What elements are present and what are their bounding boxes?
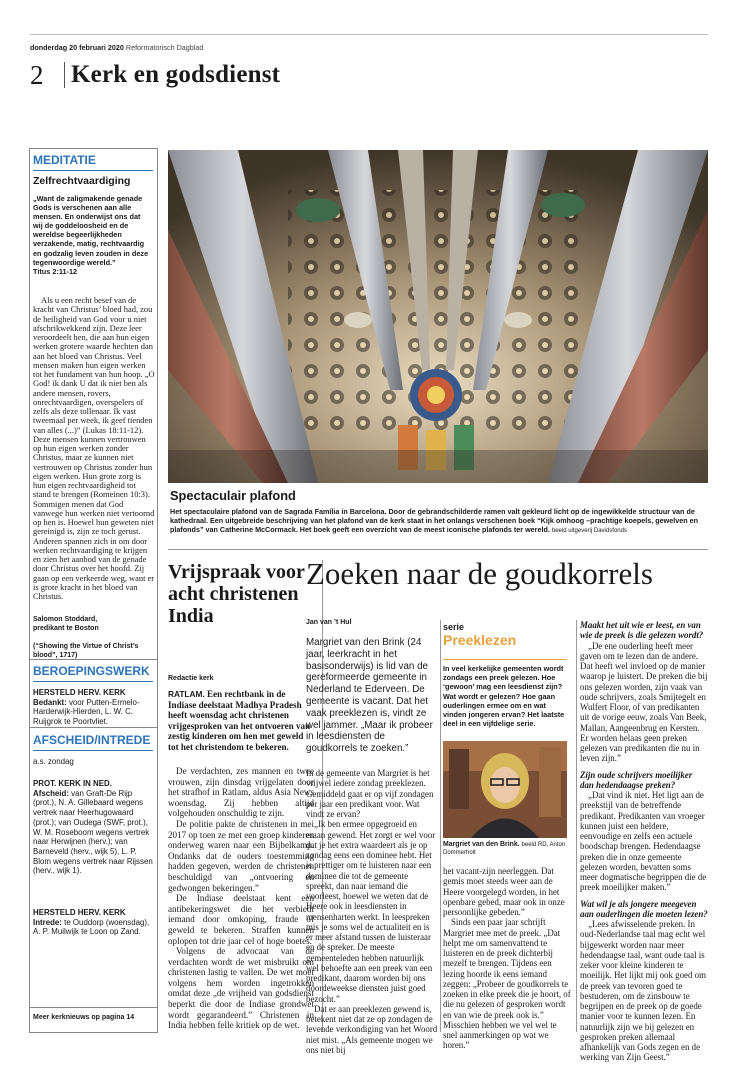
beroepingswerk-text: HERSTELD HERV. KERK Bedankt: voor Putten-Ermelo-Harderwijk-Hierden, L. W. C. Ruijgrok te Poortvliet. bbox=[33, 688, 140, 726]
meditatie-source: (“Showing the Virtue of Christ’s blood”, 1717) bbox=[33, 643, 139, 659]
goud-paragraph: Sinds een paar jaar schrijft Margriet mee met de preek. „Dat helpt me om samenvattend te luisteren en de preek dichterbij mezelf te brengen. Tijdens een lezing hoorde ik eens iemand zeggen: „Probeer de goudkorrels te zoeken in elke preek die je hoort, of die nu gelezen of gesproken wordt en van wie de preek ook is.” Misschien hebben we vel wel te snel aanmerkingen op wat we horen.” bbox=[443, 917, 571, 1051]
meditatie-quote-ref: Titus 2:11-12 bbox=[33, 266, 78, 276]
photo-credit: beeld uitgeverij Davidsfonds bbox=[551, 528, 627, 535]
goud-column-1 bbox=[306, 768, 438, 1055]
beroepingswerk-label: BEROEPINGSWERK bbox=[33, 664, 150, 678]
goud-answer: „Dat vind ik niet. Het ligt aan de preekstijl van de betreffende predikant. Predikanten van vroeger kunnen juist een heldere, eenvoudige en zelfs een actuele boodschap brengen. Hedendaagse preken die in onze gemeente gelezen worden, bevatten soms meer dogmatische begrippen die de preek moeilijker maken.” bbox=[580, 790, 707, 893]
goud-paragraph: In de gemeente van Margriet is het vrijwel iedere zondag preeklezen. Gemiddeld gaat er op vijf zondagen per jaar een predikant voor. Wat vindt ze ervan? bbox=[306, 768, 434, 819]
serie-name: Preeklezen bbox=[443, 632, 517, 648]
india-paragraph: Volgens de advocaat van de verdachten wordt de wet misbruikt om christenen lastig te vallen. De wet moet volgens hem worden ingetrokken omdat deze „de vrijheid van godsdienst beperkt die door de Indiase grondwet wordt gegarandeerd.” Christenen in India hebben felle kritiek op de wet. bbox=[168, 946, 314, 1031]
section-title: Kerk en godsdienst bbox=[71, 61, 281, 88]
india-body bbox=[168, 766, 314, 1031]
goud-question: Maakt het uit wie er leest, en van wie de preek is die gelezen wordt? bbox=[580, 620, 704, 641]
afscheid-box bbox=[33, 733, 153, 937]
afscheid-text1: PROT. KERK IN NED. Afscheid: van Graft-De Rijp (prot.), N. A. Gillebaard wegens vertrek naar Heerhugowaard (prot.); van Oudega (SWF, prot.), W. M. Roseboom wegens vertrek naar Herwijnen (herv.); van Barneveld (herv., wijk 5), L. P. Blom wegens vertrek naar Rijssen (herv., wijk 1). bbox=[33, 779, 153, 876]
india-headline: Vrijspraak voor acht christenen India bbox=[168, 561, 305, 627]
india-paragraph: De Indiase deelstaat kent een antibekeringswet die het verbiedt iemand door omkoping, fraude of geweld te bekeren. Straffen kunnen oplopen tot drie jaar cel of hoge boetes. bbox=[168, 893, 314, 946]
photo-title: Spectaculair plafond bbox=[170, 488, 296, 503]
serie-box bbox=[443, 622, 569, 729]
meditatie-author: Salomon Stoddard, predikant te Boston bbox=[33, 616, 99, 632]
goud-byline: Jan van ’t Hul bbox=[306, 619, 352, 626]
goud-answer: „Lees afwisselende preken. In oud-Nederlandse taal mag echt wel bijgewerkt worden naar meer hedendaagse taal, want oude taal is zeker voor kleine kinderen te moeilijk. Het lijkt mij ook goed om de preek van tevoren goed te bestuderen, om de zinsbouw te begrijpen en de preek op de goede manier voor te kunnen lezen. En natuurlijk zijn we bij gelezen en gesproken preken allemaal afhankelijk van Gods zegen en de werking van Zijn Geest.” bbox=[580, 919, 706, 1063]
afscheid-date: a.s. zondag bbox=[33, 757, 74, 766]
afscheid-text2: HERSTELD HERV. KERK Intrede: te Ouddorp (woensdag), A. P. Muilwijk te Loon op Zand. bbox=[33, 908, 150, 937]
goud-answer: „De ene ouderling heeft meer gaven om te lezen dan de andere. Dat heeft wel invloed op de manier waarop je luistert. De preken die bij ons gelezen worden, zijn vaak van oude schrijvers, zoals Smijtegelt en Wulfert Floor, of van predikanten uit de vorige eeuw, zoals Van Beek, Mallan, Aangeenbrug en Kersten. Er worden helaas geen preken gelezen van predikanten die nu in leven zijn.” bbox=[580, 640, 708, 764]
portrait-image bbox=[443, 741, 567, 838]
goud-question: Zijn oude schrijvers moeilijker dan hedendaagse preken? bbox=[580, 769, 693, 790]
goud-paragraph: „Ik ben ermee opgegroeid en eraan gewend. Het zorgt er wel voor dat je het extra waardeert als je op zondag eens een dominee hebt. Het is prettiger om te luisteren naar een dominee die tot de gemeente spreekt, dan naar iemand die voorleest, hoewel we weten dat de Heere ook in leesdiensten in mensenharten werkt. In leespreken mis je soms wel de actualiteit en is er meer afstand tussen de luisteraar en de spreker. De meeste gemeenteleden hebben natuurlijk wel behoefte aan een preek van een predikant, daarom worden bij ons doordeweekse diensten juist goed bezocht.” bbox=[306, 819, 436, 1004]
masthead-line bbox=[30, 44, 203, 52]
goud-headline: Zoeken naar de goudkorrels bbox=[306, 556, 653, 591]
more-news-link[interactable]: Meer kerknieuws op pagina 14 bbox=[33, 1014, 135, 1021]
goud-intro: Margriet van den Brink (24 jaar, leerkracht in het basisonderwijs) is lid van de gereformeerde gemeente in Nederland te Ederveen. De gemeente is vacant. Dat het vaak preeklezen is, vindt ze wel jammer. „Maar ik probeer in leesdiensten de goudkorrels te zoeken.” bbox=[306, 637, 433, 755]
afscheid-label: AFSCHEID/INTREDE bbox=[33, 733, 151, 747]
goud-question: Wat wil je als jongere meegeven aan ouderlingen die moeten lezen? bbox=[580, 898, 708, 919]
india-byline: Redactie kerk bbox=[168, 675, 214, 682]
beroepingswerk-box bbox=[33, 664, 153, 726]
india-lead: RATLAM. Een rechtbank in de Indiase deelstaat Madhya Pradesh heeft woensdag acht christenen vrijgesproken van het ontvoeren van zestig kinderen om hen met geweld tot het christendom te bekeren. bbox=[168, 689, 311, 752]
india-paragraph: De verdachten, zes mannen en twee vrouwen, zijn dinsdag vrijgelaten door het strafhof in Ratlam, aldus Asia News woensdag. Zij hebben altijd volgehouden onschuldig te zijn. bbox=[168, 766, 314, 819]
portrait-caption: Margriet van den Brink. beeld RD, Anton Dommerholt bbox=[443, 841, 566, 857]
page-number: 2 bbox=[30, 60, 44, 90]
serie-text: In veel kerkelijke gemeenten wordt zondags een preek gelezen. Hoe ‘gewoon’ mag een leesdienst zijn? Wat wordt er gelezen? Hoe gaan ouderlingen ermee om en wat vinden jongeren ervan? Het laatste deel in een vijfdelige serie. bbox=[443, 664, 565, 729]
meditatie-label: MEDITATIE bbox=[33, 153, 96, 167]
paper-name: Reformatorisch Dagblad bbox=[125, 43, 204, 52]
photo-caption: Het spectaculaire plafond van de Sagrada Família in Barcelona. Door de gebrandschilderde ramen valt gekleurd licht op de ingewikkelde structuur van de kathedraal. Een uitgebreide beschrijving van het plafond van de kerk staat in het onlangs verschenen boek “Kijk omhoog –prachtige koepels, gewelven en plafonds” van Catherine McCormack. Het boek geeft een overzicht van de meest iconische plafonds ter wereld. beeld uitgeverij Davidsfonds bbox=[170, 507, 699, 535]
ceiling-photo bbox=[168, 150, 708, 483]
goud-paragraph: Dat er aan preeklezen gewend is, betekent niet dat ze op zondagen de levende verkondiging van het Woord niet mist. „Als gemeente mogen we ons niet bij bbox=[306, 1003, 438, 1055]
goud-paragraph: het vacant-zijn neerleggen. Dat gemis moet steeds weer aan de Heere voorgelegd worden, in het openbare gebed, maar ook in onze persoonlijke gebeden.” bbox=[443, 866, 565, 917]
portrait-photo bbox=[443, 741, 567, 838]
meditatie-quote: „Want de zaligmakende genade Gods is verschenen aan alle mensen. En onderwijst ons dat wij de goddeloosheid en de wereldse begeerlijkheden verzakende, matig, rechtvaardig en godzalig leven zouden in deze tegenwoordige wereld.” Titus 2:11-12 bbox=[33, 194, 149, 276]
issue-date: donderdag 20 februari 2020 bbox=[30, 43, 124, 52]
sagrada-familia-ceiling-image bbox=[168, 150, 708, 483]
goud-column-3 bbox=[580, 620, 708, 1063]
goud-column-2 bbox=[443, 866, 571, 1051]
meditatie-body: Als u een recht besef van de kracht van Christus’ bloed had, zou de heiligheid van God voor u niet afschrikwekkend zijn. Deze leer veroordeelt hen, die aan hun eigen werken grotere waarde hechten dan aan het bloed van Christus. Veel mensen maken hun eigen werken tot het fundament van hun hoop. „O God! ik dank U dat ik niet ben als andere mensen, rovers, onrechtvaardigen, overspelers of zelfs als deze tollenaar. Ik vast tweemaal per week, ik geef tienden van alles (...)” (Lukas 18:11-12). Deze mensen kunnen vertrouwen op hun eigen werken zonder Christus, maar ze kunnen niet vertrouwen op Christus zonder hun eigen werken. Hun grote zorg is hun eigen rechtvaardigheid tot stand te brengen (Romeinen 10:3). Sommigen menen dat God vanwege hun werken niet vertoornd op hen is. Hoewel hun geweten niet gereinigd is, zijn ze toch gerust. Anderen spannen zich in om door werken rechtvaardiging te krijgen en zien het aanbod van de genade door Christus over het hoofd. Zij gaan op een verkeerde weg, want er is grote kracht in het bloed van Christus. bbox=[33, 295, 155, 601]
meditatie-title: Zelfrechtvaardiging bbox=[33, 175, 131, 187]
meditatie-box bbox=[33, 153, 155, 659]
serie-label: serie bbox=[443, 622, 465, 632]
india-paragraph: De politie pakte de christenen in mei 2017 op toen ze met een groep kinderen onderweg waren naar een Bijbelkamp. Ondanks dat de ouders toestemming hadden gegeven, werden de christenen beschuldigd van „ontvoering en gedwongen bekeringen.” bbox=[168, 818, 314, 893]
